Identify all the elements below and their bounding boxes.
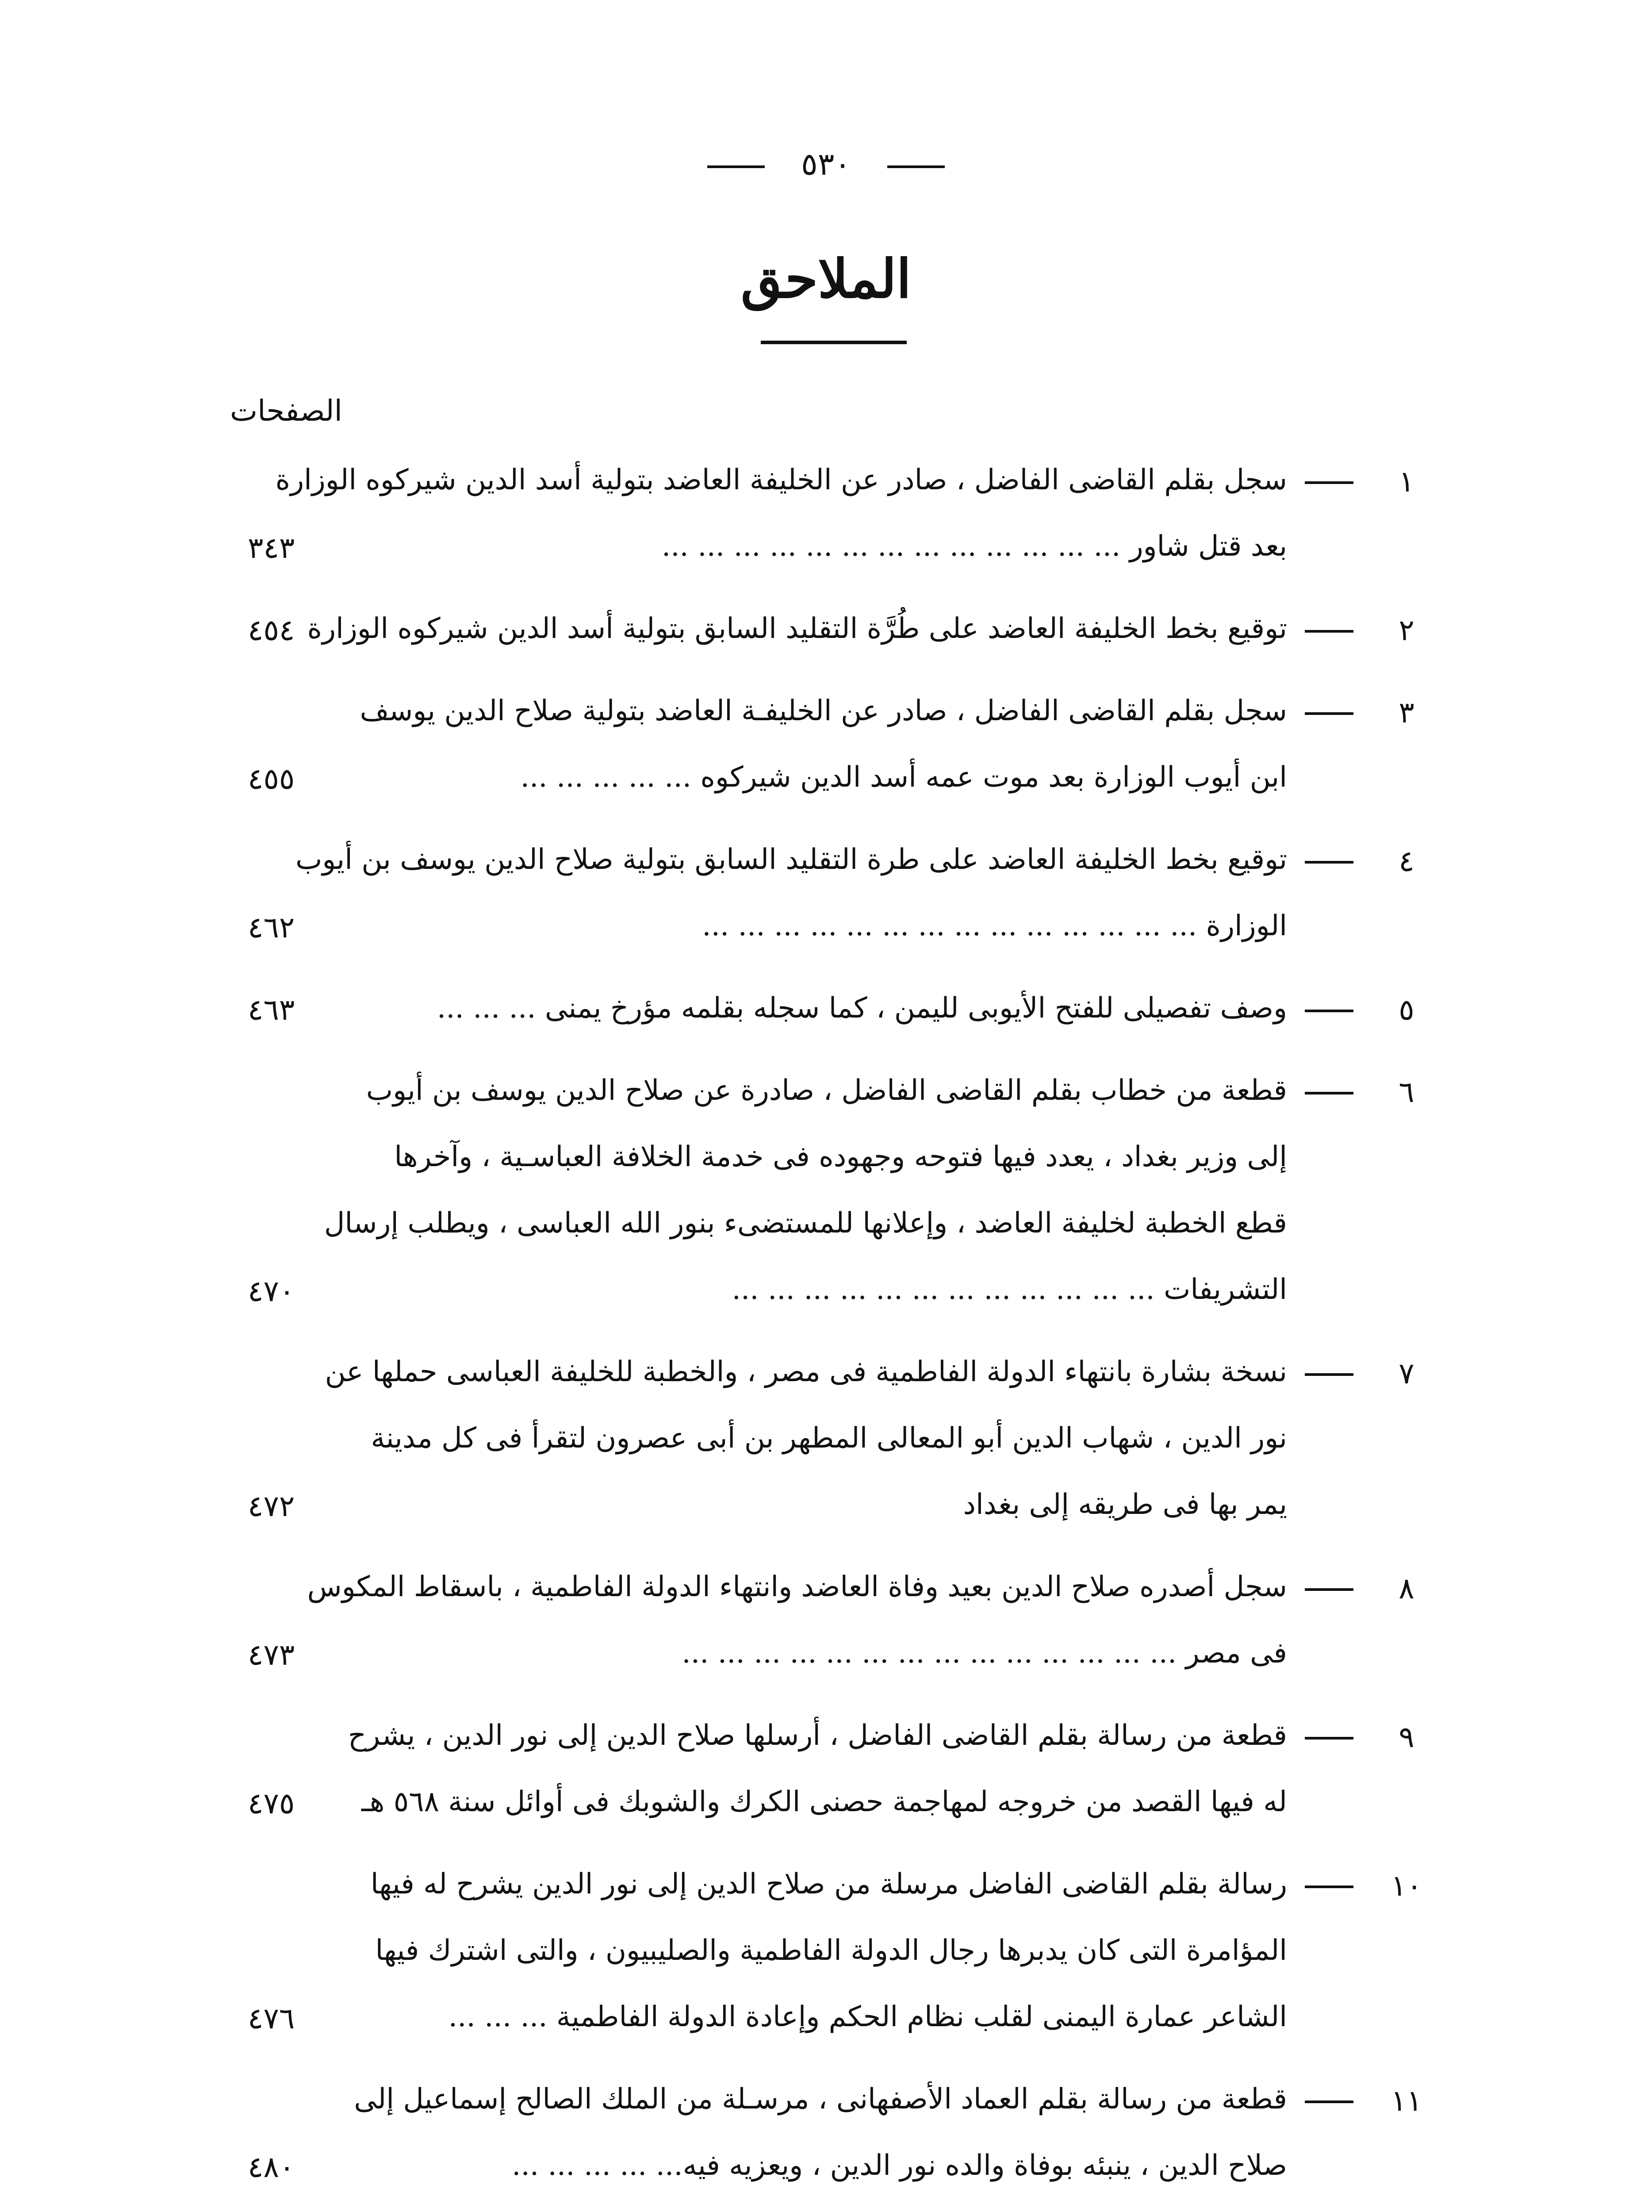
entry-number: ٢ bbox=[1399, 613, 1414, 647]
entry-dash bbox=[1305, 861, 1353, 864]
appendix-entry bbox=[0, 678, 1652, 810]
entry-number: ٧ bbox=[1399, 1356, 1414, 1390]
entry-description bbox=[354, 2066, 1287, 2199]
entry-description bbox=[372, 1851, 1287, 2050]
entry-description bbox=[295, 826, 1287, 959]
entry-page-number: ٤٧٥ bbox=[248, 1786, 295, 1820]
appendix-entry bbox=[0, 1554, 1652, 1686]
entry-description bbox=[275, 447, 1287, 580]
entry-dash bbox=[1305, 1373, 1353, 1376]
entry-page-number: ٤٦٢ bbox=[248, 910, 295, 945]
entry-line: ابن أيوب الوزارة بعد موت عمه أسد الدين شيركوه ... ... ... ... ... bbox=[520, 761, 1287, 794]
entry-number: ١١ bbox=[1391, 2084, 1422, 2118]
entry-page-number: ٤٨٠ bbox=[248, 2150, 295, 2184]
entry-page-number: ٤٧٦ bbox=[248, 2001, 295, 2035]
entry-line: سجل بقلم القاضى الفاضل ، صادر عن الخليفة العاضد بتولية أسد الدين شيركوه الوزارة bbox=[275, 464, 1287, 496]
entry-line: قطعة من رسالة بقلم القاضى الفاضل ، أرسلها صلاح الدين إلى نور الدين ، يشرح bbox=[348, 1719, 1287, 1752]
entry-dash bbox=[1305, 1737, 1353, 1740]
entry-page-number: ٤٧٢ bbox=[248, 1489, 295, 1523]
entry-line: قطع الخطبة لخليفة العاضد ، وإعلانها للمستضىء بنور الله العباسى ، ويطلب إرسال bbox=[324, 1207, 1287, 1240]
appendix-entry bbox=[0, 595, 1652, 662]
entry-number: ٨ bbox=[1399, 1571, 1414, 1605]
entry-number: ١ bbox=[1399, 465, 1414, 499]
entry-page-number: ٣٤٣ bbox=[248, 531, 295, 565]
appendix-entry bbox=[0, 826, 1652, 959]
appendix-entry bbox=[0, 447, 1652, 580]
title-underline bbox=[761, 341, 907, 344]
entry-dash bbox=[1305, 1588, 1353, 1591]
entry-dash bbox=[1305, 1010, 1353, 1012]
entry-dash bbox=[1305, 712, 1353, 715]
entry-line: بعد قتل شاور ... ... ... ... ... ... ... ... ... ... ... ... ... bbox=[661, 530, 1287, 563]
page-number-dash-right bbox=[887, 165, 945, 168]
entry-number: ٤ bbox=[1399, 844, 1414, 878]
entry-page-number: ٤٧٣ bbox=[248, 1638, 295, 1672]
entry-dash bbox=[1305, 481, 1353, 484]
entry-line: صلاح الدين ، ينبئه بوفاة والده نور الدين ، ويعزيه فيه... ... ... ... ... bbox=[512, 2149, 1287, 2182]
entry-number: ٥ bbox=[1399, 993, 1414, 1027]
entry-line: يمر بها فى طريقه إلى بغداد bbox=[963, 1488, 1287, 1521]
entry-description bbox=[360, 678, 1287, 810]
page-number-value: ٥٣٠ bbox=[801, 146, 851, 182]
entry-page-number: ٤٥٥ bbox=[248, 762, 295, 796]
entry-line: نسخة بشارة بانتهاء الدولة الفاطمية فى مصر ، والخطبة للخليفة العباسى حملها عن bbox=[325, 1356, 1287, 1388]
entry-line: إلى وزير بغداد ، يعدد فيها فتوحه وجهوده فى خدمة الخلافة العباسـية ، وآخرها bbox=[394, 1141, 1287, 1173]
entry-line: المؤامرة التى كان يدبرها رجال الدولة الفاطمية والصليبيون ، والتى اشترك فيها bbox=[375, 1934, 1287, 1967]
entry-number: ١٠ bbox=[1391, 1869, 1422, 1903]
page-title: الملاحق bbox=[740, 248, 912, 310]
entry-dash bbox=[1305, 2101, 1353, 2103]
entry-page-number: ٤٦٣ bbox=[248, 993, 295, 1027]
entry-line: سجل أصدره صلاح الدين بعيد وفاة العاضد وانتهاء الدولة الفاطمية ، باسقاط المكوس bbox=[307, 1571, 1287, 1603]
page-number-dash-left bbox=[707, 165, 765, 168]
entry-dash bbox=[1305, 630, 1353, 633]
entry-line: قطعة من رسالة بقلم العماد الأصفهانى ، مرسـلة من الملك الصالح إسماعيل إلى bbox=[354, 2083, 1287, 2116]
entry-description bbox=[348, 1702, 1287, 1835]
entry-line: التشريفات ... ... ... ... ... ... ... ... ... ... ... ... bbox=[732, 1273, 1287, 1306]
entry-number: ٦ bbox=[1399, 1075, 1414, 1109]
entry-description bbox=[372, 975, 1287, 1041]
appendix-entry bbox=[0, 975, 1652, 1041]
appendix-entry bbox=[0, 2066, 1652, 2199]
entry-line: توقيع بخط الخليفة العاضد على طرة التقليد السابق بتولية صلاح الدين يوسف بن أيوب bbox=[295, 843, 1287, 876]
entry-number: ٩ bbox=[1399, 1720, 1414, 1754]
entry-description bbox=[307, 1554, 1287, 1686]
entry-dash bbox=[1305, 1092, 1353, 1094]
page-number bbox=[0, 146, 1652, 182]
entry-line: له فيها القصد من خروجه لمهاجمة حصنى الكرك والشوبك فى أوائل سنة ٥٦٨ هـ bbox=[361, 1786, 1287, 1818]
entry-description bbox=[307, 595, 1287, 662]
entry-line: فى مصر ... ... ... ... ... ... ... ... ... ... ... ... ... ... bbox=[682, 1637, 1287, 1670]
entry-description bbox=[325, 1339, 1287, 1538]
appendix-entry bbox=[0, 1702, 1652, 1835]
appendix-entry bbox=[0, 1851, 1652, 2050]
entry-line: نور الدين ، شهاب الدين أبو المعالى المطهر بن أبى عصرون لتقرأ فى كل مدينة bbox=[371, 1422, 1287, 1455]
entry-line: رسالة بقلم القاضى الفاضل مرسلة من صلاح الدين إلى نور الدين يشرح له فيها bbox=[370, 1868, 1287, 1901]
pages-column-header: الصفحات bbox=[230, 394, 342, 428]
entry-line: وصف تفصيلى للفتح الأيوبى لليمن ، كما سجله بقلمه مؤرخ يمنى ... ... ... bbox=[437, 992, 1287, 1025]
appendix-list bbox=[0, 447, 1652, 2212]
entry-page-number: ٤٧٠ bbox=[248, 1274, 295, 1308]
entry-line: سجل بقلم القاضى الفاضل ، صادر عن الخليفـة العاضد بتولية صلاح الدين يوسف bbox=[360, 695, 1287, 727]
entry-line: الشاعر عمارة اليمنى لقلب نظام الحكم وإعادة الدولة الفاطمية ... ... ... bbox=[448, 2001, 1287, 2033]
appendix-entry bbox=[0, 1057, 1652, 1323]
appendix-entry bbox=[0, 1339, 1652, 1538]
entry-dash bbox=[1305, 1886, 1353, 1888]
entry-line: قطعة من خطاب بقلم القاضى الفاضل ، صادرة عن صلاح الدين يوسف بن أيوب bbox=[366, 1074, 1287, 1107]
entry-line: توقيع بخط الخليفة العاضد على طُرَّة التقليد السابق بتولية أسد الدين شيركوه الوزارة bbox=[307, 612, 1287, 645]
entry-description bbox=[324, 1057, 1287, 1323]
entry-line: الوزارة ... ... ... ... ... ... ... ... ... ... ... ... ... ... bbox=[702, 910, 1287, 942]
entry-page-number: ٤٥٤ bbox=[248, 613, 295, 647]
entry-number: ٣ bbox=[1399, 695, 1414, 730]
